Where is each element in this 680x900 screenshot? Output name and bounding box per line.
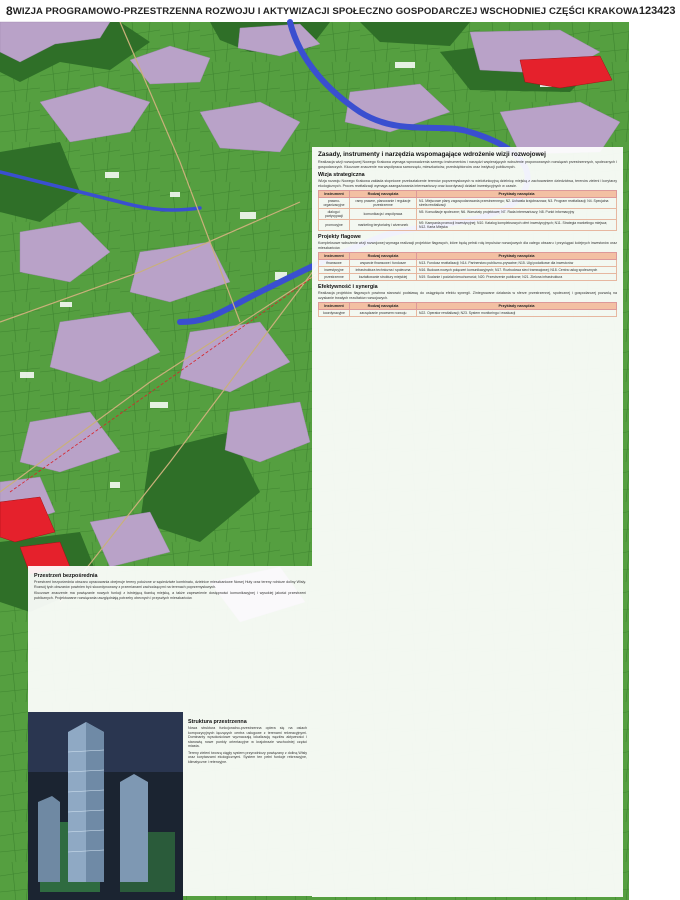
vision-paragraph: Wizja rozwoju Nowego Krakowa zakłada stopniowe przekształcenie terenów poprzemysłowych w wielofunkcyjną dzielnicę miejską z zachowaniem dziedzictwa, terenów zieleni i korytarzy ekologicznych. Proces rewitalizacji wymaga zaangażowania interesariuszy oraz koordynacji działań inwestycyjnych w czasie. [318, 179, 617, 188]
left-paragraph-3: Nowa struktura funkcjonalno-przestrzenna opiera się na osiach kompozycyjnych łączących centra usługowe z terenami rekreacyjnymi. Dominanty wysokościowe wyznaczają lokalizację węzłów aktywności i stanowią nowe punkty orientacyjne w krajobrazie wschodniej części miasta. [188, 726, 307, 748]
table-cell: prawno-organizacyjne [319, 198, 350, 209]
table-header: Przykłady narzędzia [417, 253, 617, 260]
left-paragraph-1: Przestrzeń bezpośrednia obszaru opracowania obejmuje tereny położone w sąsiedztwie kombinatu, dzielnice mieszkaniowe Nowej Huty oraz tereny rolnicze doliny Wisły. Rozwój tych obszarów powinien być skoordynowany z przemianami zachodzącymi na terenach poprzemysłowych. [34, 580, 306, 589]
instruments-table-3 [318, 302, 617, 317]
table-cell: N1. Miejscowe plany zagospodarowania przestrzennego; N2. Uchwała krajobrazowa; N3. Program rewitalizacji; N4. Specjalna strefa rewitalizacji [417, 198, 617, 209]
table-row [319, 310, 617, 317]
instruments-table-2 [318, 252, 617, 281]
table-row [319, 274, 617, 281]
table-cell: N22. Operator rewitalizacji; N23. System monitoringu i ewaluacji [417, 310, 617, 317]
table-cell: wsparcie finansowe i fundusze [350, 260, 417, 267]
synergy-paragraph: Realizacja projektów flagowych powinna stanowić podstawę do osiągnięcia efektu synergii. Zintegrowane działania w sferze przestrzennej, społecznej i gospodarczej pozwolą na uzyskanie trwałych rezultatów rozwojowych. [318, 291, 617, 300]
page-header [0, 0, 676, 23]
table-cell: N5. Konsultacje społeczne; N6. Warsztaty projektowe; N7. Rada interesariuszy; N8. Punkt informacyjny [417, 209, 617, 220]
subheading-flagship: Projekty flagowe [318, 234, 361, 240]
left-panel-subheading: Struktura przestrzenna [188, 719, 247, 725]
table-cell: N19. Scalanie i podział nieruchomości; N20. Przestrzenie publiczne; N21. Zielona infrastruktura [417, 274, 617, 281]
flagship-paragraph: Kompleksowe wdrożenie wizji rozwojowej wymaga realizacji projektów flagowych, które będą pełnić rolę impulsów rozwojowych dla całego obszaru i przyciągać kolejnych inwestorów oraz mieszkańców. [318, 241, 617, 250]
table-cell: N9. Kampania promocji inwestycyjnej; N10. Katalog kompleksowych ofert inwestycyjnych; N11. Strategia marketingu miejsca; N12. Karta Miejska [417, 220, 617, 231]
table-header: Przykłady narzędzia [417, 303, 617, 310]
table-cell: promocyjne [319, 220, 350, 231]
table-cell: infrastruktura techniczna i społeczna [350, 267, 417, 274]
table-row [319, 260, 617, 267]
table-header: Przykłady narzędzia [417, 191, 617, 198]
table-row [319, 220, 617, 231]
table-header: Instrument [319, 253, 350, 260]
table-cell: N16. Budowa nowych połączeń komunikacyjnych; N17. Rozbudowa sieci tramwajowej; N18. Centra usług społecznych [417, 267, 617, 274]
page-title: WIZJA PROGRAMOWO-PRZESTRZENNA ROZWOJU I AKTYWIZACJI SPOŁECZNO GOSPODARCZEJ WSCHODNIEJ CZĘŚCI KRAKOWA [12, 5, 639, 17]
table-header: Rodzaj narzędzia [350, 253, 417, 260]
left-paragraph-4: Tereny zieleni tworzą ciągły system przyrodniczy powiązany z doliną Wisły oraz korytarzami ekologicznymi. System ten pełni funkcje rekreacyjne, klimatyczne i retencyjne. [188, 750, 307, 764]
table-header: Rodzaj narzędzia [350, 303, 417, 310]
tower-render [28, 712, 183, 900]
main-text-panel [312, 147, 623, 897]
table-cell: finansowe [319, 260, 350, 267]
table-cell: ramy prawne, planowanie i regulacje przestrzenne [350, 198, 417, 209]
table-row [319, 267, 617, 274]
left-text-panel [28, 566, 312, 712]
left-text-panel-lower [183, 712, 312, 896]
left-paragraph-2: Kluczowe znaczenie ma powiązanie nowych funkcji z istniejącą tkanką miejską, a także zapewnienie dostępności komunikacyjnej i wysokiej jakości przestrzeni publicznych. Projektowane rozwiązania uwzględniają potrzeby obecnych i przyszłych mieszkańców. [34, 591, 306, 600]
table-cell: inwestycyjne [319, 267, 350, 274]
table-cell: komunikacja i współpraca [350, 209, 417, 220]
table-cell: koordynacyjne [319, 310, 350, 317]
table-cell: N13. Fundusz rewitalizacji; N14. Partnerstwo publiczno-prywatne; N15. Ulgi podatkowe dla inwestorów [417, 260, 617, 267]
table-cell: marketing terytorialny i wizerunek [350, 220, 417, 231]
table-header: Instrument [319, 303, 350, 310]
panel-heading: Zasady, instrumenty i narzędzia wspomagające wdrożenie wizji rozwojowej [318, 151, 546, 158]
table-cell: zarządzanie procesem rozwoju [350, 310, 417, 317]
page-number: 8 [6, 4, 13, 18]
table-row [319, 198, 617, 209]
table-cell: przestrzenne [319, 274, 350, 281]
table-header: Rodzaj narzędzia [350, 191, 417, 198]
project-code: 123423 [638, 5, 676, 17]
table-cell: dialogu i partycypacji [319, 209, 350, 220]
subheading-vision: Wizja strategiczna [318, 172, 365, 178]
table-header: Instrument [319, 191, 350, 198]
table-cell: kształtowanie struktury miejskiej [350, 274, 417, 281]
intro-paragraph: Realizacja wizji rozwojowej Nowego Krakowa wymaga wprowadzenia szeregu instrumentów i narzędzi wspierających wdrożenie proponowanych rozwiązań przestrzennych, społecznych i gospodarczych. Kluczowe znaczenie ma współpraca samorządu, mieszkańców, przedsiębiorców oraz instytucji publicznych. [318, 160, 617, 169]
left-panel-heading: Przestrzeń bezpośrednia [34, 573, 98, 579]
subheading-synergy: Efektywność i synergia [318, 284, 378, 290]
instruments-table-1 [318, 190, 617, 231]
table-row [319, 209, 617, 220]
